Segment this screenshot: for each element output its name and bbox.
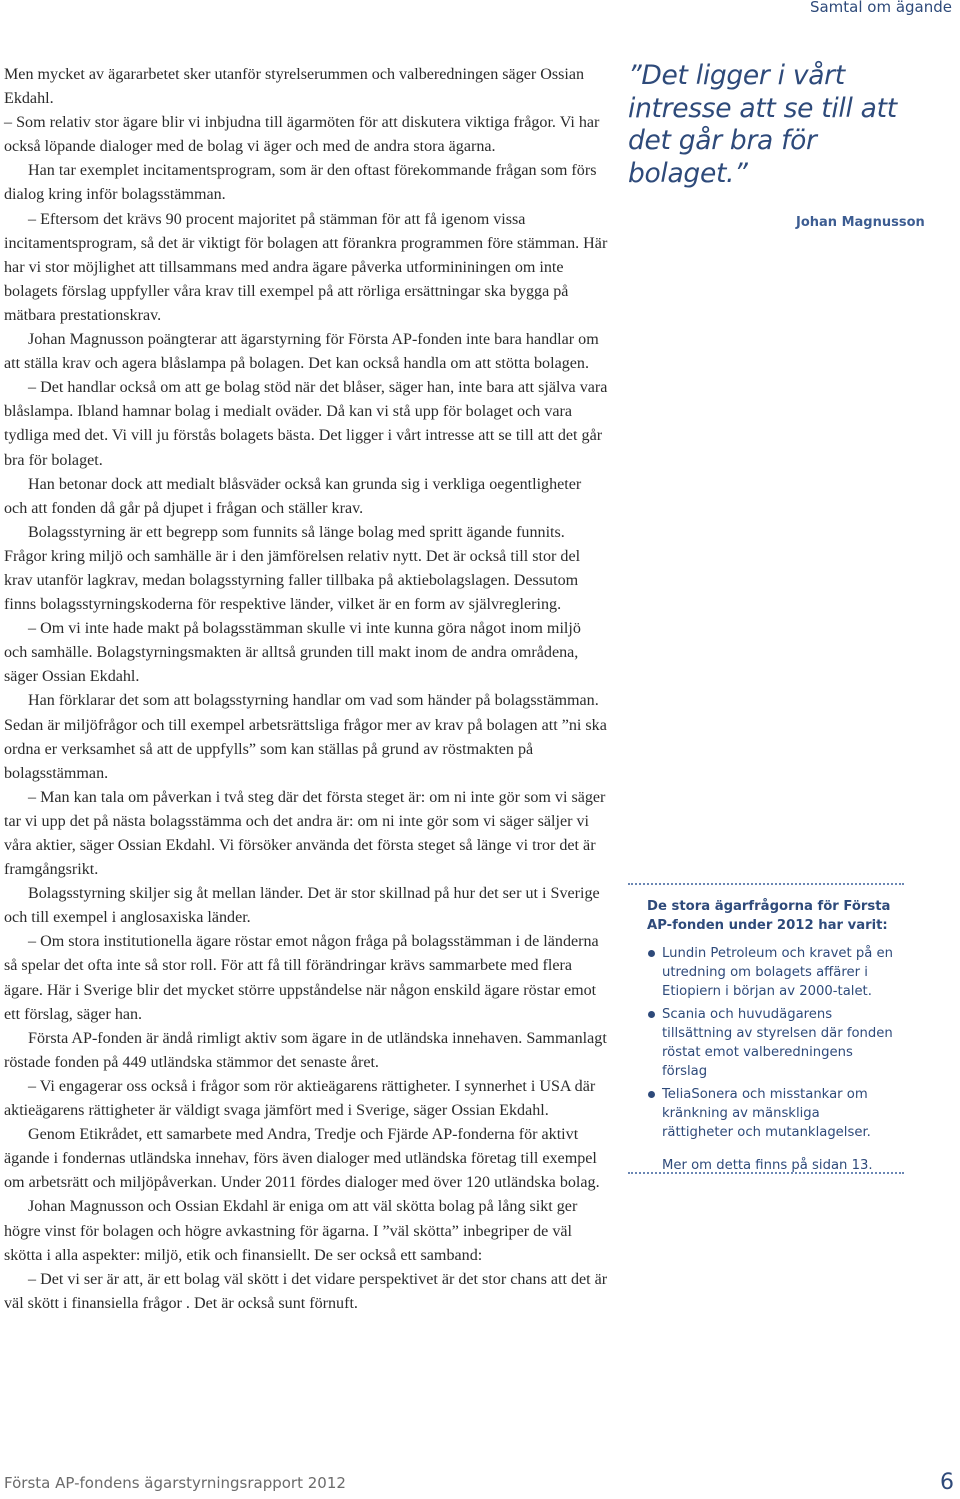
running-head (0, 0, 960, 20)
section-title: Samtal om ägande (809, 0, 952, 16)
list-item-text: Scania och huvudägarens tillsättning av styrelsen där fonden röstat emot valberedningens förslag (662, 1007, 893, 1079)
list-item (628, 944, 894, 1001)
body-paragraph: Genom Etikrådet, ett samarbete med Andra, Tredje och Fjärde AP-fonderna för aktivt ägande i fondernas utländska innehav, förs även dialoger med utländska företag till exempel om arbetsrätt och miljöpåverkan. Under 2011 fördes dialoger med över 120 utländska bolag. (4, 1126, 600, 1192)
body-paragraph: Johan Magnusson och Ossian Ekdahl är eniga om att väl skötta bolag på lång sikt ger högre vinst för bolagen och högre avkastning för ägarna. I ”väl skötta” inbegriper de väl skötta i alla aspekter: miljö, etik och finansiellt. De ser också ett samband: (4, 1198, 578, 1264)
fact-box-list (628, 944, 904, 1142)
fact-box-title: De stora ägarfrågorna för Första AP-fonden under 2012 har varit: (647, 899, 891, 933)
pull-quote: ”Det ligger i vårt intresse att se till att det går bra för bolaget.” (628, 60, 897, 189)
body-paragraph: – Om vi inte hade makt på bolagsstämman skulle vi inte kunna göra något inom miljö och samhälle. Bolagstyrningsmakten är alltså grunden till makt inom de andra områdena, säger Ossian Ekdahl. (4, 620, 581, 686)
page-number: 6 (940, 1470, 954, 1495)
body-paragraph: – Det vi ser är att, är ett bolag väl skött i det vidare perspektivet är det stor chans att det är väl skött i finansiella frågor . Det är också sunt förnuft. (4, 1270, 608, 1312)
body-paragraph: Han betonar dock att medialt blåsväder också kan grunda sig i verkliga oegentligheter och att fonden då går på djupet i frågan och ställer krav. (4, 475, 582, 517)
bullet-icon (648, 1091, 655, 1098)
footer-report-title: Första AP-fondens ägarstyrningsrapport 2012 (4, 1474, 346, 1492)
body-paragraph: Bolagsstyrning skiljer sig åt mellan länder. Det är stor skillnad på hur det ser ut i Sverige och till exempel i anglosaxiska länder. (4, 885, 600, 927)
article-body (4, 63, 608, 1316)
body-paragraph: – Eftersom det krävs 90 procent majoritet på stämman för att få igenom vissa incitamentsprogram, så det är viktigt för bolagen att förankra programmen före stämman. Här har vi stor möjlighet att tillsammans med andra ägare påverka utformininingen om inte bolagets förslag uppfyller våra krav till exempel på att rörliga ersättningar ska bygga på mätbara prestationskrav. (4, 210, 608, 324)
body-paragraph: Han förklarar det som att bolagsstyrning handlar om vad som händer på bolagsstämman. Sedan är miljöfrågor och till exempel arbetsrättsliga frågor mer av krav på bolagen att ”ni ska ordna er verksamhet så att de uppfylls” som kan ställas på grund av röstmakten på bolagsstämman. (4, 692, 607, 782)
list-item (628, 1085, 894, 1142)
fact-box (628, 883, 904, 1174)
body-paragraph: – Vi engagerar oss också i frågor som rör aktieägarens rättigheter. I synnerhet i USA där aktieägarens rättigheter är väldigt svaga jämfört med i Sverige, säger Ossian Ekdahl. (4, 1077, 596, 1120)
fact-box-reference: Mer om detta finns på sidan 13. (662, 1158, 873, 1173)
body-paragraph: Han tar exemplet incitamentsprogram, som är den oftast förekommande frågan som förs dialog kring inför bolagsstämman. (4, 162, 597, 204)
bullet-icon (648, 950, 655, 957)
pull-quote-author: Johan Magnusson (796, 215, 925, 230)
body-paragraph: Bolagsstyrning är ett begrepp som funnits så länge bolag med spritt ägande funnits. Frågor kring miljö och samhälle är i den jämförelsen relativ nytt. Det är också till stor del krav utanför lagkrav, medan bolagsstyrning faller tillbaka på aktiebolagslagen. Dessutom finns bolagsstyrningskoderna för respektive länder, vilket är en form av självreglering. (4, 523, 581, 614)
list-item-text: TeliaSonera och misstankar om kränkning av mänskliga rättigheter och mutanklagelser. (662, 1087, 871, 1140)
body-paragraph: Men mycket av ägararbetet sker utanför styrelserummen och valberedningen säger Ossian Ekdahl. (4, 66, 585, 108)
body-paragraph: Johan Magnusson poängterar att ägarstyrning för Första AP-fonden inte bara handlar om att ställa krav och agera blåslampa på bolagen. Det kan också handla om att stötta bolagen. (4, 331, 599, 373)
body-paragraph: Första AP-fonden är ändå rimligt aktiv som ägare in de utländska innehaven. Sammanlagt röstade fonden på 449 utländska stämmor det senaste året. (4, 1029, 607, 1071)
body-paragraph: – Det handlar också om att ge bolag stöd när det blåser, säger han, inte bara att själva vara blåslampa. Ibland hamnar bolag i medialt oväder. Då kan vi stå upp för bolaget och vara tydliga med det. Vi vill ju förstås bolagets bästa. Det ligger i vårt intresse att se till att det går bra för bolaget. (4, 379, 608, 469)
list-item (628, 1005, 894, 1081)
bullet-icon (648, 1011, 655, 1018)
list-item-text: Lundin Petroleum och kravet på en utredning om bolagets affärer i Etiopiern i början av 2000-talet. (662, 946, 893, 999)
body-paragraph: – Man kan tala om påverkan i två steg där det första steget är: om ni inte gör som vi säger tar vi upp det på nästa bolagsstämma och det andra är: om ni inte gör som vi säger säljer vi våra aktier, säger Ossian Ekdahl. Vi försöker använda det första steget så länge vi tror det är framgångsrikt. (4, 788, 606, 879)
body-paragraph: – Om stora institutionella ägare röstar emot någon fråga på bolagsstämman i de länderna så spelar det ofta inte så stor roll. För att få till förändringar krävs sammarbete med flera ägare. Här i Sverige blir det mycket större uppståndelse när någon enskild ägare röstar emot ett förslag, säger han. (4, 933, 599, 1023)
body-paragraph: – Som relativ stor ägare blir vi inbjudna till ägarmöten för att diskutera viktiga frågor. Vi har också löpande dialoger med de bolag vi äger och med de andra stora ägarna. (4, 114, 600, 156)
